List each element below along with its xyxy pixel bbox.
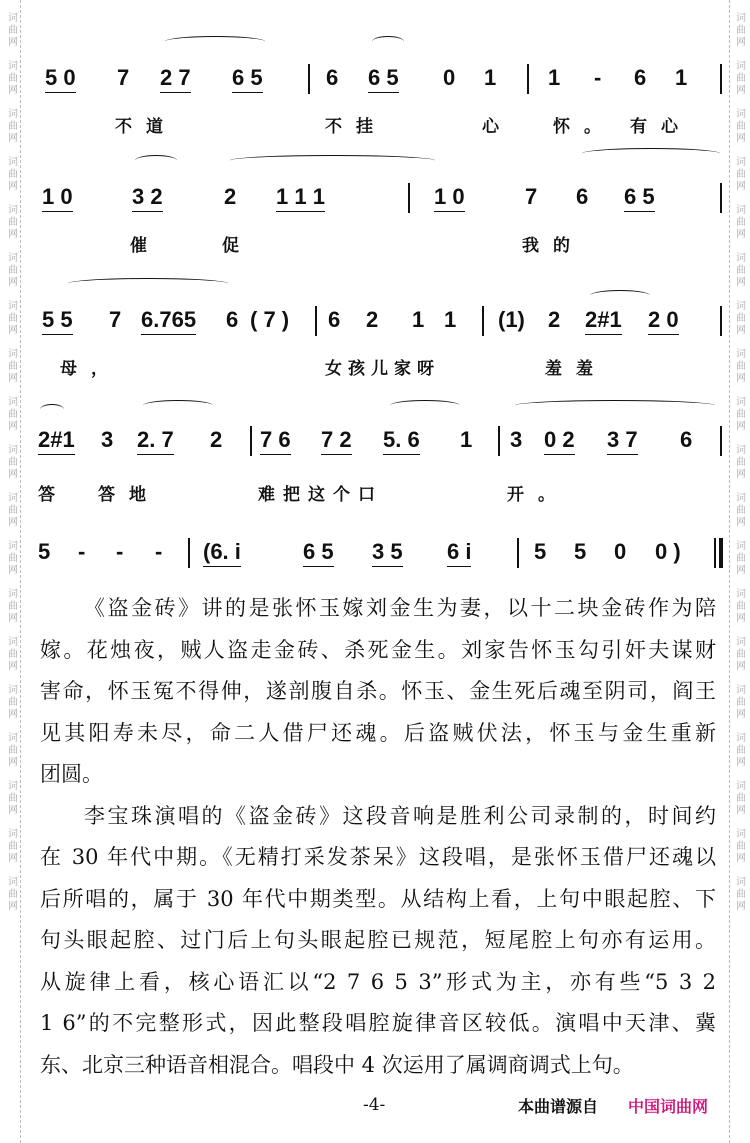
watermark-text: 词曲网 (733, 876, 745, 912)
text-line: 句头眼起腔、过门后上句头眼起腔已规范，短尾腔上句亦有运用。 (40, 928, 716, 952)
note: 1 (548, 65, 561, 90)
note: 1 (675, 65, 688, 90)
slur (135, 155, 177, 166)
note: 1 (444, 307, 457, 332)
note: 1 1 1 (276, 185, 325, 212)
text-line: 见其阳寿未尽，命二人借尸还魂。后盗贼伏法，怀玉与金生重新 (40, 720, 716, 745)
page-number: -4- (363, 1095, 386, 1115)
note: 6 (226, 307, 239, 332)
watermark-text: 词曲网 (5, 588, 17, 624)
watermark-text: 词曲网 (733, 732, 745, 768)
note: 6 (328, 307, 341, 332)
site-name-link[interactable]: 中国词曲网 (628, 1097, 709, 1116)
watermark-text: 词曲网 (5, 780, 17, 816)
lyric: 母， (60, 359, 122, 379)
description-text (40, 588, 716, 1086)
barline (720, 426, 722, 456)
watermark-text: 词曲网 (733, 396, 745, 432)
paragraph-1 (40, 588, 716, 796)
watermark-text: 词曲网 (733, 12, 745, 48)
note: ( 7 ) (250, 307, 290, 332)
note: 3 (101, 427, 114, 452)
text-line: 害命，怀玉冤不得伸，遂剖腹自杀。怀玉、金生死后魂至阴司，阎王 (40, 679, 716, 703)
barline (517, 538, 519, 568)
text-line: 东、北京三种语音相混合。唱段中 4 次运用了属调商调式上句。 (40, 1052, 634, 1077)
note: (6. i (203, 540, 241, 567)
text-line: 《盗金砖》讲的是张怀玉嫁刘金生为妻，以十二块金砖作为陪 (84, 596, 716, 620)
watermark-text: 词曲网 (733, 492, 745, 528)
slur (582, 148, 720, 159)
lyric: 答 (38, 485, 69, 505)
watermark-text: 词曲网 (5, 108, 17, 144)
note: 6 5 (303, 540, 334, 567)
watermark-text: 词曲网 (5, 348, 17, 384)
note: 0 (614, 539, 627, 564)
barline (408, 183, 410, 213)
note: 6 (680, 427, 693, 452)
watermark-text: 词曲网 (733, 108, 745, 144)
barline (188, 538, 190, 568)
note: 7 (525, 184, 538, 209)
note: - (594, 65, 602, 90)
barline (527, 64, 529, 94)
lyric: 我的 (522, 236, 584, 256)
slur (165, 36, 265, 47)
watermark-text: 词曲网 (5, 60, 17, 96)
watermark-text: 词曲网 (5, 300, 17, 336)
note: 7 2 (321, 428, 352, 455)
note: 2 (210, 427, 223, 452)
watermark-text: 词曲网 (5, 732, 17, 768)
barline (315, 306, 317, 336)
slur (390, 400, 460, 411)
lyric: 不挂 (325, 117, 387, 137)
lyric: 催 (130, 236, 161, 256)
lyric: 不道 (115, 117, 177, 137)
text-line: 后所唱的，属于 30 年代中期类型。从结构上看，上句中眼起腔、下 (40, 886, 716, 911)
watermark-text: 词曲网 (5, 204, 17, 240)
note: 3 5 (372, 540, 403, 567)
watermark-text: 词曲网 (733, 348, 745, 384)
note: - (78, 539, 86, 564)
source-label: 本曲谱源自 (518, 1097, 599, 1116)
slur (515, 400, 715, 411)
note: 1 (484, 65, 497, 90)
note: 3 7 (607, 428, 638, 455)
slur (372, 36, 404, 47)
watermark-text: 词曲网 (733, 252, 745, 288)
watermark-text: 词曲网 (5, 252, 17, 288)
text-line: 从旋律上看，核心语汇以“2 7 6 5 3”形式为主，亦有些“5 3 2 (40, 969, 716, 994)
note: 1 0 (434, 185, 465, 212)
text-line: 1 6”的不完整形式，因此整段唱腔旋律音区较低。演唱中天津、冀 (40, 1011, 716, 1035)
note: 6 5 (624, 185, 655, 212)
watermark-text: 词曲网 (5, 396, 17, 432)
slur (230, 155, 435, 166)
note: 5 (38, 539, 51, 564)
lyric: 促 (222, 236, 253, 256)
note: 3 (510, 427, 523, 452)
note: 2 7 (160, 66, 191, 93)
note: 5 (574, 539, 587, 564)
note: - (155, 539, 163, 564)
lyric: 怀。 (553, 117, 615, 137)
barline (720, 64, 722, 94)
watermark-text: 词曲网 (5, 684, 17, 720)
watermark-text: 词曲网 (5, 876, 17, 912)
barline (720, 306, 722, 336)
note: 6 5 (368, 66, 399, 93)
note: (1) (498, 307, 525, 332)
watermark-text: 词曲网 (733, 588, 745, 624)
slur (40, 404, 64, 415)
final-barline (714, 538, 716, 568)
watermark-text: 词曲网 (733, 444, 745, 480)
barline (482, 306, 484, 336)
note: 5 5 (42, 308, 73, 335)
left-watermark-strip (2, 0, 21, 1143)
watermark-text: 词曲网 (733, 684, 745, 720)
watermark-text: 词曲网 (5, 636, 17, 672)
text-line: 嫁。花烛夜，贼人盗走金砖、杀死金生。刘家告怀玉勾引奸夫谋财 (40, 637, 716, 662)
note: 1 (412, 307, 425, 332)
watermark-text: 词曲网 (733, 540, 745, 576)
lyric: 女孩儿家呀 (325, 359, 440, 379)
note: 5. 6 (383, 428, 420, 455)
note: 6 5 (232, 66, 263, 93)
final-barline (719, 538, 723, 568)
note: 5 0 (45, 66, 76, 93)
watermark-text: 词曲网 (733, 636, 745, 672)
barline (308, 64, 310, 94)
note: - (116, 539, 124, 564)
right-watermark-strip (729, 0, 748, 1143)
note: 2#1 (585, 308, 622, 335)
note: 0 (443, 65, 456, 90)
note: 6 (326, 65, 339, 90)
note: 1 0 (42, 185, 73, 212)
slur (143, 400, 213, 411)
slur (590, 290, 650, 301)
lyric: 有心 (630, 117, 692, 137)
text-line: 在 30 年代中期。《无精打采发茶呆》这段唱，是张怀玉借尸还魂以 (40, 845, 716, 869)
note: 1 (460, 427, 473, 452)
text-line: 李宝珠演唱的《盗金砖》这段音响是胜利公司录制的，时间约 (84, 803, 716, 828)
note: 6 i (447, 540, 471, 567)
note: 6 (576, 184, 589, 209)
watermark-text: 词曲网 (733, 156, 745, 192)
note: 2#1 (38, 428, 75, 455)
note: 2 (366, 307, 379, 332)
text-line: 团圆。 (40, 762, 103, 786)
watermark-text: 词曲网 (733, 60, 745, 96)
watermark-text: 词曲网 (733, 204, 745, 240)
barline (720, 183, 722, 213)
slur (68, 278, 228, 289)
note: 7 (117, 65, 130, 90)
watermark-text: 词曲网 (5, 12, 17, 48)
watermark-text: 词曲网 (5, 828, 17, 864)
note: 2. 7 (137, 428, 174, 455)
note: 7 (109, 307, 122, 332)
note: 2 0 (648, 308, 679, 335)
note: 6.765 (141, 308, 196, 335)
lyric: 答地 (98, 485, 160, 505)
watermark-text: 词曲网 (5, 540, 17, 576)
lyric: 开。 (507, 485, 569, 505)
note: 0 ) (655, 539, 681, 564)
paragraph-2 (40, 796, 716, 1087)
note: 5 (534, 539, 547, 564)
barline (498, 426, 500, 456)
note: 0 2 (544, 428, 575, 455)
barline (250, 426, 252, 456)
watermark-text: 词曲网 (733, 828, 745, 864)
watermark-text: 词曲网 (733, 780, 745, 816)
watermark-text: 词曲网 (733, 300, 745, 336)
lyric: 难把这个口 (258, 485, 383, 505)
watermark-text: 词曲网 (5, 492, 17, 528)
note: 7 6 (260, 428, 291, 455)
watermark-text: 词曲网 (5, 444, 17, 480)
note: 3 2 (132, 185, 163, 212)
note: 2 (224, 184, 237, 209)
note: 6 (634, 65, 647, 90)
note: 2 (548, 307, 561, 332)
lyric: 羞羞 (545, 359, 607, 379)
watermark-text: 词曲网 (5, 156, 17, 192)
lyric: 心 (482, 117, 513, 137)
